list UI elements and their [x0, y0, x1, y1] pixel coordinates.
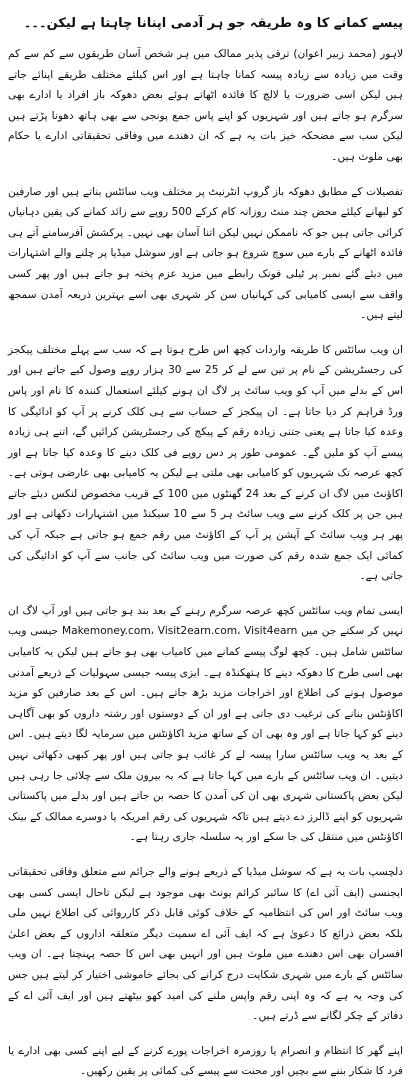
article-paragraph-4: ایسی تمام ویب سائٹس کچھ عرصہ سرگرم رہنے کے بعد بند ہو جاتی ہیں اور آپ لاگ ان نہیں کر سکتے جن میں Makemoney.com، Visit2earn.com، Visit4earn جیسی ویب سائٹس شامل ہیں۔ کچھ لوگ پیسے کمانے میں کامیاب بھی ہو جاتے ہیں لیکن یہ کامیابی بھی اسی طرح کا دھوکہ دینے کا ہتھکنڈہ ہے۔ ایزی پیسہ جیسی سہولیات کے ذریعے آمدنی موصول ہونے کی اطلاع اور اخراجات مزید بڑھ جاتے ہیں۔ اس کے بعد صارفین کو مزید اکاؤنٹس بنانے کی ترغیب دی جاتی ہے اور ان کے دوستوں اور رشتہ داروں کو بھی آگاہی دینے کو کہا جاتا ہے اور وہ بھی ان کے ساتھ مزید اکاؤنٹس میں سرمایہ لگا دیتے ہیں۔ اس کے بعد یہ ویب سائٹس سارا پیسہ لے کر غائب ہو جاتی ہیں اور پھر کبھی دکھائی نہیں دیتیں۔ ان ویب سائٹس کے بارے میں کہا جاتا ہے کہ یہ بیرون ملک سے چلائی جا رہی ہیں لیکن بعض پاکستانی شہری بھی ان کی آمدن کا حصہ بن جاتے ہیں اور بدلے میں پاکستانی شہریوں کو اپنے ڈالرز دے دیتے ہیں تاکہ شہریوں کی رقم امریکہ یا دوسرے ممالک کے بینک اکاؤنٹس میں منتقل کی جا سکے اور یہ سلسلہ جاری رہتا ہے۔ [8, 604, 404, 844]
article-headline: پیسے کمانے کا وہ طریقہ جو ہر آدمی اپنانا چاہتا ہے لیکن۔۔۔ [23, 16, 403, 31]
article-paragraph-1: لاہور (محمد زبیر اعوان) ترقی پذیر ممالک میں ہر شخص آسان طریقوں سے کم سے کم وقت میں زیادہ سے زیادہ پیسہ کمانا چاہتا ہے اور اس کیلئے مختلف طریقے اپنائے جاتے ہیں لیکن اسی ضرورت یا لالچ کا فائدہ اٹھاتے ہوئے بعض دھوکہ باز افراد یا ادارے بھی سرگرم ہو جاتے ہیں اور شہریوں کو اپنے پاس جمع پونجی سے بھی ہاتھ دھونا پڑتے ہیں لیکن سب سے مضحکہ خیز بات یہ ہے کہ ان دھندے میں وفاقی تحقیقاتی ادارے یا حکام بھی ملوث ہیں۔ [8, 48, 403, 163]
article-paragraph-6: اپنے گھر کا انتظام و انصرام یا روزمرہ اخراجات پورے کرنے کے لیے اپنے کسی بھی ادارے یا فرد کا شکار بننے سے بچیں اور محنت سے پیسے کی کمائی پر یقین رکھیں۔ [8, 1044, 403, 1078]
article-paragraph-2: تفصیلات کے مطابق دھوکہ باز گروپ انٹرنیٹ پر مختلف ویب سائٹس بناتے ہیں اور صارفین کو لبھانے کیلئے محض چند منٹ روزانہ کام کرکے 500 روپے سے زائد کمانے کی یقین دہانیاں کرائی جاتی ہیں جو کہ ناممکن نہیں لیکن اتنا آسان بھی نہیں۔ پرکشش آفرسامنے آتے ہی فائدہ اٹھانے کے بارے میں سوچ شروع ہو جاتی ہے اور سوشل میڈیا پر چلنے والے اشتہارات میں دیئے گئے نمبر پر ٹیلی فونک رابطے میں مزید عزم پختہ ہو جاتے ہیں اور پھر کسی واقف سے ایسی کامیابی کی کہانیاں سن کر شہری بھی اسے بہترین ذریعہ آمدن سمجھ لیتے ہیں۔ [8, 185, 403, 322]
article-paragraph-3: ان ویب سائٹس کا طریقہ واردات کچھ اس طرح ہوتا ہے کہ سب سے پہلے مختلف پیکجز کی رجسٹریشن کے نام پر تین سے لے کر 25 سے 30 ہزار روپے وصول کیے جاتے ہیں اور اس کے بدلے میں آپ کو ویب سائٹ پر لاگ ان ہونے کیلئے استعمال کنندہ کا نام اور پاس ورڈ فراہم کر دیا جاتا ہے۔ ان پیکجز کے حساب سے ہی کلک کرنے پر آپ کو ادائیگی کا وعدہ کیا جاتا ہے یعنی جتنی زیادہ رقم کے پیکج کی رجسٹریشن کرائیں گے، اتنے ہی زیادہ پیسے آپ کو ملیں گے۔ عمومی طور پر دس روپے فی کلک دینے کا وعدہ کیا جاتا ہے اور کچھ عرصہ تک شہریوں کو کامیابی بھی ملتی ہے لیکن یہ کامیابی بھی عارضی ہوتی ہے۔ اکاؤنٹ میں لاگ ان کرنے کے بعد 24 گھنٹوں میں 100 کے قریب مخصوص لنکس دیئے جاتے ہیں جن پر کلک کرنے سے ویب سائٹ ہر 5 سے 10 سیکنڈ میں اشتہارات دکھاتی ہے اور پھر ہر ویب سائٹ کے آپشن پر آپ کے اکاؤنٹ میں رقم جمع ہو جاتی ہے جبکہ آپ کی کمائی ایک جمع شدہ رقم کی صورت میں ویب سائٹ کی جانب سے آپ کو ادائیگی کی جاتی ہے۔ [8, 343, 403, 583]
article-paragraph-5: دلچسپ بات یہ ہے کہ سوشل میڈیا کے ذریعے ہونے والے جرائم سے متعلق وفاقی تحقیقاتی ایجنسی (ایف آئی اے) کا سائبر کرائم یونٹ بھی موجود ہے لیکن تاحال ایسی کسی بھی ویب سائٹ اور اس کی انتظامیہ کے خلاف کوئی قابل ذکر کارروائی کی اطلاع نہیں ملی بلکہ بعض ذرائع کا دعویٰ ہے کہ ایف آئی اے سمیت دیگر متعلقہ اداروں کے بعض اعلیٰ افسران بھی اس دھندے میں ملوث ہیں اور انہیں بھی اس کا حصہ پہنچتا ہے۔ ان ویب سائٹس کے بارے میں شہری شکایت درج کرانے کی بجائے خاموشی اختیار کر لیتے ہیں جس کی وجہ یہ ہے کہ وہ اپنی رقم واپس ملنے کی امید کھو بیٹھتے ہیں اور ایف آئی اے کے دفاتر کے چکر لگانے سے ڈرتے ہیں۔ [8, 865, 403, 1023]
